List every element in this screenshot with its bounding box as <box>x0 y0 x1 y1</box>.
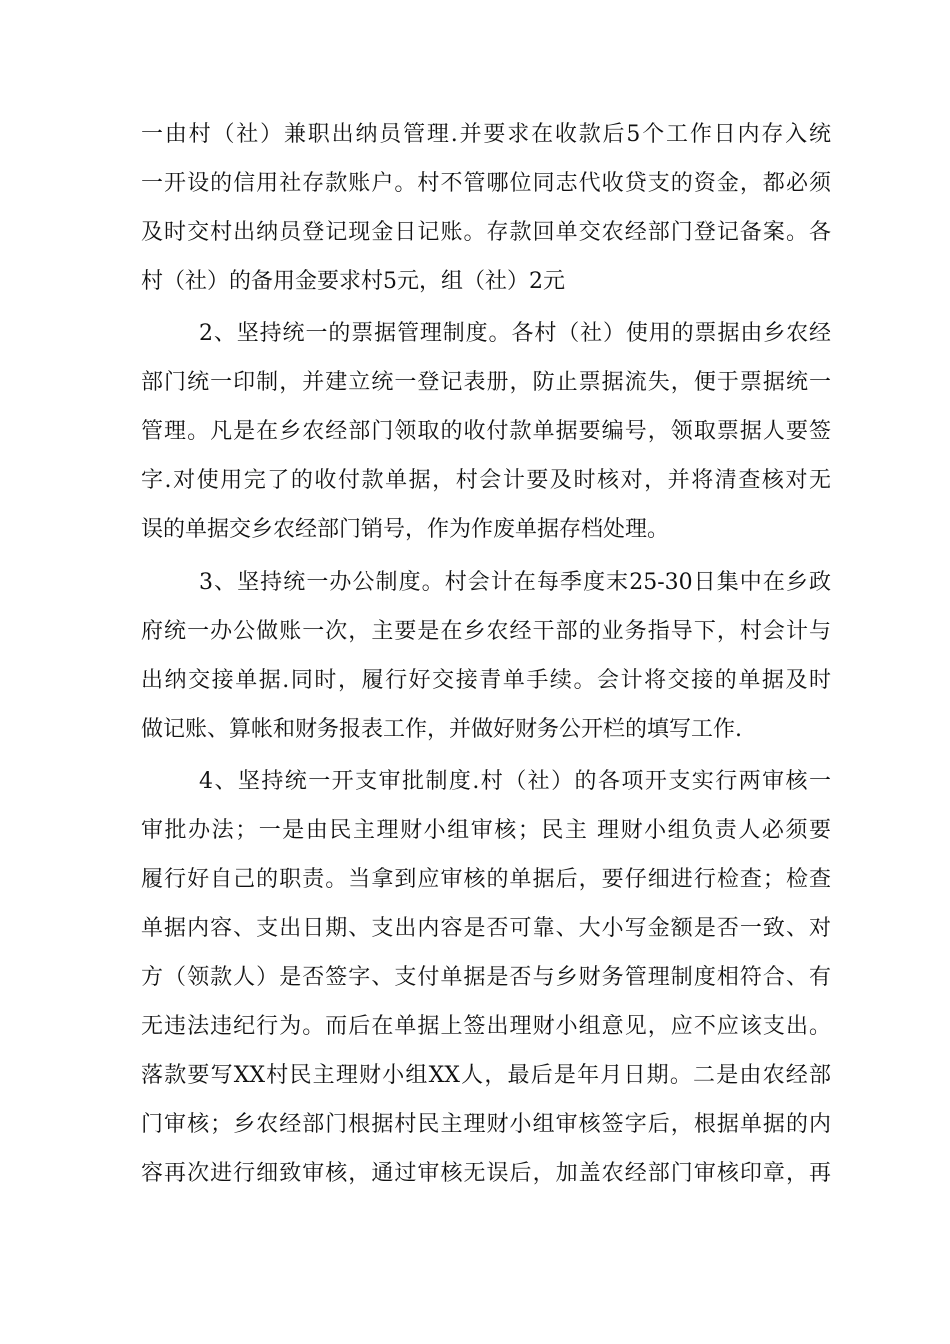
text-line: 管理。凡是在乡农经部门领取的收付款单据要编号，领取票据人要签 <box>141 419 831 444</box>
text-line: 府统一办公做账一次，主要是在乡农经干部的业务指导下，村会计与 <box>141 619 831 644</box>
text-line: 审批办法；一是由民主理财小组审核；民主 理财小组负责人必须要 <box>141 818 831 843</box>
text-line: 单据内容、支出日期、支出内容是否可靠、大小写金额是否一致、对 <box>141 916 831 941</box>
text-line: 做记账、算帐和财务报表工作，并做好财务公开栏的填写工作. <box>141 717 742 742</box>
text-line: 村（社）的备用金要求村5元，组（社）2元 <box>141 269 565 294</box>
paragraph-first-line: 3、坚持统一办公制度。村会计在每季度末25-30日集中在乡政 <box>199 570 831 595</box>
text-line: 无违法违纪行为。而后在单据上签出理财小组意见，应不应该支出。 <box>141 1014 831 1039</box>
text-line: 方（领款人）是否签字、支付单据是否与乡财务管理制度相符合、有 <box>141 965 831 990</box>
text-line: 一由村（社）兼职出纳员管理.并要求在收款后5个工作日内存入统 <box>141 122 831 147</box>
text-line: 出纳交接单据.同时，履行好交接青单手续。会计将交接的单据及时 <box>141 668 831 693</box>
text-line: 及时交村出纳员登记现金日记账。存款回单交农经部门登记备案。各 <box>141 220 831 245</box>
text-line: 落款要写XX村民主理财小组XX人，最后是年月日期。二是由农经部 <box>141 1063 831 1088</box>
paragraph-first-line: 2、坚持统一的票据管理制度。各村（社）使用的票据由乡农经 <box>199 321 831 346</box>
text-line: 字.对使用完了的收付款单据，村会计要及时核对，并将清查核对无 <box>141 468 831 493</box>
text-line: 误的单据交乡农经部门销号，作为作废单据存档处理。 <box>141 517 670 542</box>
text-line: 履行好自己的职责。当拿到应审核的单据后，要仔细进行检查；检查 <box>141 867 831 892</box>
paragraph-first-line: 4、坚持统一开支审批制度.村（社）的各项开支实行两审核一 <box>199 769 831 794</box>
text-line: 门审核；乡农经部门根据村民主理财小组审核签字后，根据单据的内 <box>141 1112 831 1137</box>
text-line: 部门统一印制，并建立统一登记表册，防止票据流失，便于票据统一 <box>141 370 831 395</box>
text-line: 一开设的信用社存款账户。村不管哪位同志代收贷支的资金，都必须 <box>141 171 831 196</box>
text-line: 容再次进行细致审核，通过审核无误后，加盖农经部门审核印章，再 <box>141 1161 831 1186</box>
